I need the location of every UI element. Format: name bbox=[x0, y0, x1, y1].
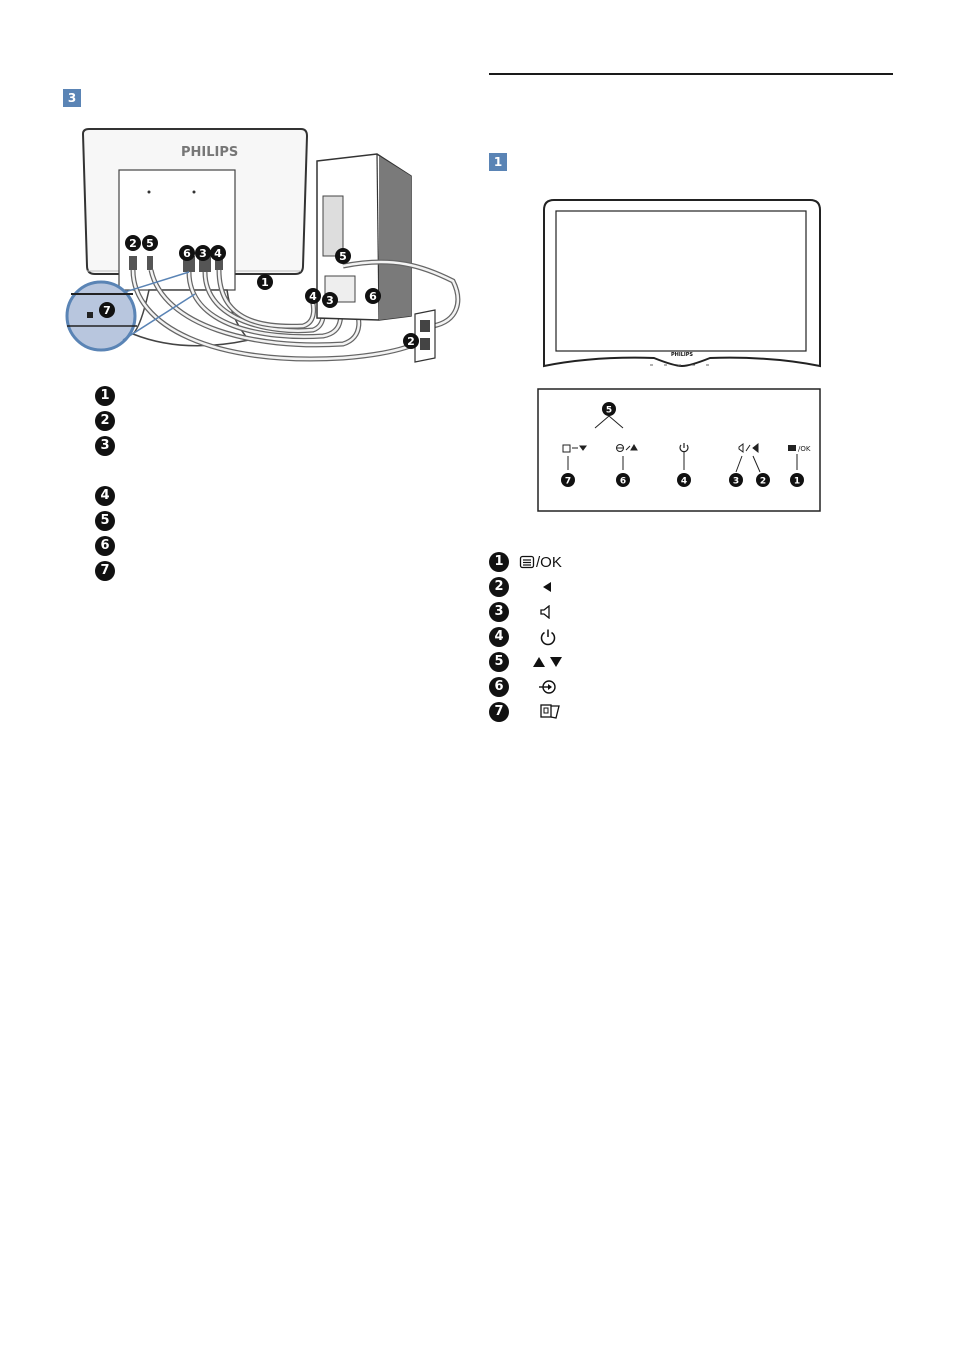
svg-text:5: 5 bbox=[339, 250, 347, 263]
legend-number: 6 bbox=[95, 536, 115, 556]
svg-text:3: 3 bbox=[732, 476, 740, 487]
svg-text:6: 6 bbox=[619, 476, 627, 487]
svg-text:2: 2 bbox=[407, 335, 415, 348]
svg-text:1: 1 bbox=[793, 476, 801, 487]
svg-text:3: 3 bbox=[199, 247, 207, 260]
section-badge-3: 3 bbox=[63, 89, 81, 107]
legend-number: 5 bbox=[95, 511, 115, 531]
bezel-logo: PHILIPS bbox=[670, 352, 694, 358]
control-panel-detail bbox=[537, 388, 821, 512]
monitor-back-connection-illustration bbox=[63, 126, 463, 376]
legend-number: 4 bbox=[489, 627, 509, 647]
legend-number: 2 bbox=[95, 411, 115, 431]
monitor-front-view bbox=[540, 196, 824, 376]
left-arrow-icon bbox=[541, 581, 553, 593]
smartimage-icon bbox=[539, 703, 561, 721]
svg-text:2: 2 bbox=[129, 237, 137, 250]
svg-text:2: 2 bbox=[759, 476, 767, 487]
svg-text:/OK: /OK bbox=[798, 445, 811, 453]
speaker-icon bbox=[540, 605, 554, 619]
legend-number: 1 bbox=[95, 386, 115, 406]
svg-text:5: 5 bbox=[146, 237, 154, 250]
section-rule bbox=[489, 73, 893, 75]
svg-text:1: 1 bbox=[261, 276, 269, 289]
up-down-arrows-icon bbox=[532, 655, 564, 669]
legend-number: 1 bbox=[489, 552, 509, 572]
section-badge-1: 1 bbox=[489, 153, 507, 171]
legend-number: 6 bbox=[489, 677, 509, 697]
legend-number: 5 bbox=[489, 652, 509, 672]
back-brand-logo: PHILIPS bbox=[181, 145, 239, 160]
input-icon bbox=[538, 679, 558, 695]
svg-text:4: 4 bbox=[680, 476, 688, 487]
legend-number: 4 bbox=[95, 486, 115, 506]
menu-ok-label: /OK bbox=[536, 553, 562, 571]
svg-text:6: 6 bbox=[369, 290, 377, 303]
legend-number: 2 bbox=[489, 577, 509, 597]
svg-text:7: 7 bbox=[564, 476, 572, 487]
svg-text:4: 4 bbox=[214, 247, 222, 260]
legend-number: 7 bbox=[489, 702, 509, 722]
svg-text:7: 7 bbox=[103, 304, 111, 317]
legend-number: 3 bbox=[489, 602, 509, 622]
legend-number: 7 bbox=[95, 561, 115, 581]
svg-text:4: 4 bbox=[309, 290, 317, 303]
svg-text:6: 6 bbox=[183, 247, 191, 260]
legend-number: 3 bbox=[95, 436, 115, 456]
svg-text:5: 5 bbox=[605, 405, 613, 416]
svg-text:3: 3 bbox=[326, 294, 334, 307]
menu-icon bbox=[519, 554, 535, 570]
power-icon bbox=[539, 628, 557, 646]
